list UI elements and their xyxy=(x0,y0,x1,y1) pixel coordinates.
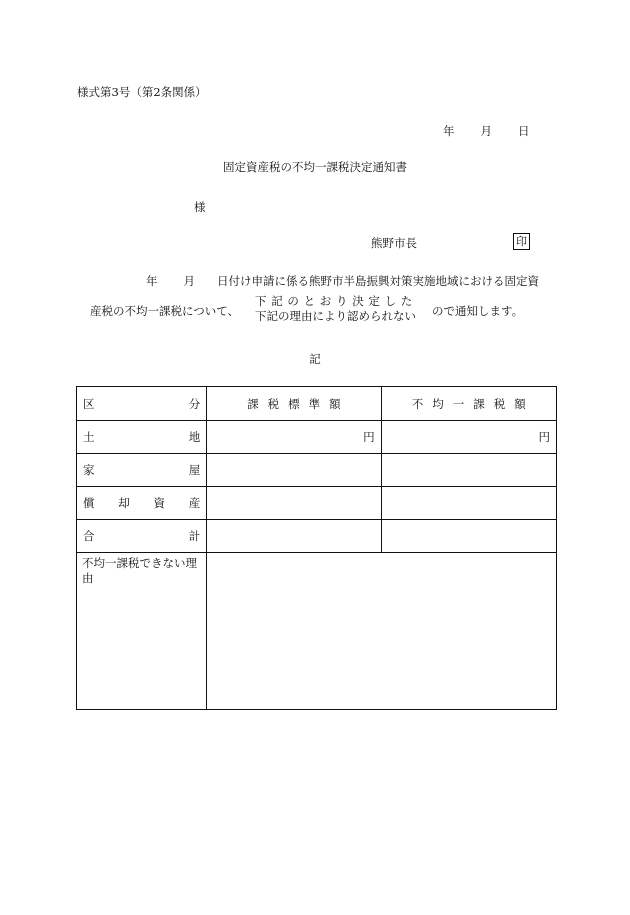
standard-value-cell xyxy=(207,520,381,553)
date-day-label: 日 xyxy=(518,124,530,138)
deviation-value-cell: 円 xyxy=(381,421,556,454)
date-year-label: 年 xyxy=(443,124,455,138)
document-title: 固定資産税の不均一課税決定通知書 xyxy=(223,160,407,174)
form-number: 様式第3号（第2条関係） xyxy=(77,85,207,99)
standard-value-cell xyxy=(207,454,381,487)
option-rejected: 下記の理由により認められない xyxy=(255,309,416,323)
standard-value-cell xyxy=(207,487,381,520)
header-standard-cell: 課税標準額 xyxy=(207,387,381,421)
table-row xyxy=(77,421,557,454)
row-label-depreciable-assets: 償 却 資 産 xyxy=(77,487,207,520)
result-options xyxy=(255,294,417,324)
reason-label-cell: 不均一課税できない理由 xyxy=(77,553,207,710)
body-line-2-suffix: ので通知します。 xyxy=(432,304,524,318)
addressee-suffix: 様 xyxy=(194,200,206,214)
seal-stamp: 印 xyxy=(513,233,530,250)
reason-value-cell xyxy=(207,553,557,710)
row-label-total: 合 計 xyxy=(77,520,207,553)
deviation-value-cell xyxy=(381,487,556,520)
issue-date xyxy=(443,123,530,139)
deviation-value-cell xyxy=(381,454,556,487)
body-year-label: 年 xyxy=(146,274,158,288)
ki-heading: 記 xyxy=(309,352,321,366)
table-row xyxy=(77,520,557,553)
table-row xyxy=(77,454,557,487)
tax-table xyxy=(76,386,557,710)
standard-value-cell: 円 xyxy=(207,421,381,454)
date-month-label: 月 xyxy=(480,124,492,138)
issuer-name: 熊野市長 xyxy=(371,236,417,250)
table-header-row xyxy=(77,387,557,421)
row-label-house: 家 屋 xyxy=(77,454,207,487)
option-decided: 下記のとおり決定した xyxy=(255,294,417,308)
body-line-1 xyxy=(146,273,539,289)
body-month-label: 月 xyxy=(183,274,195,288)
row-label-land: 土 地 xyxy=(77,421,207,454)
deviation-value-cell xyxy=(381,520,556,553)
body-line-1-text: 日付け申請に係る熊野市半島振興対策実施地域における固定資 xyxy=(217,274,539,288)
reason-row xyxy=(77,553,557,710)
header-deviation-cell: 不均一課税額 xyxy=(381,387,556,421)
header-class-cell: 区 分 xyxy=(77,387,207,421)
table-row xyxy=(77,487,557,520)
body-line-2-prefix: 産税の不均一課税について、 xyxy=(90,304,240,318)
